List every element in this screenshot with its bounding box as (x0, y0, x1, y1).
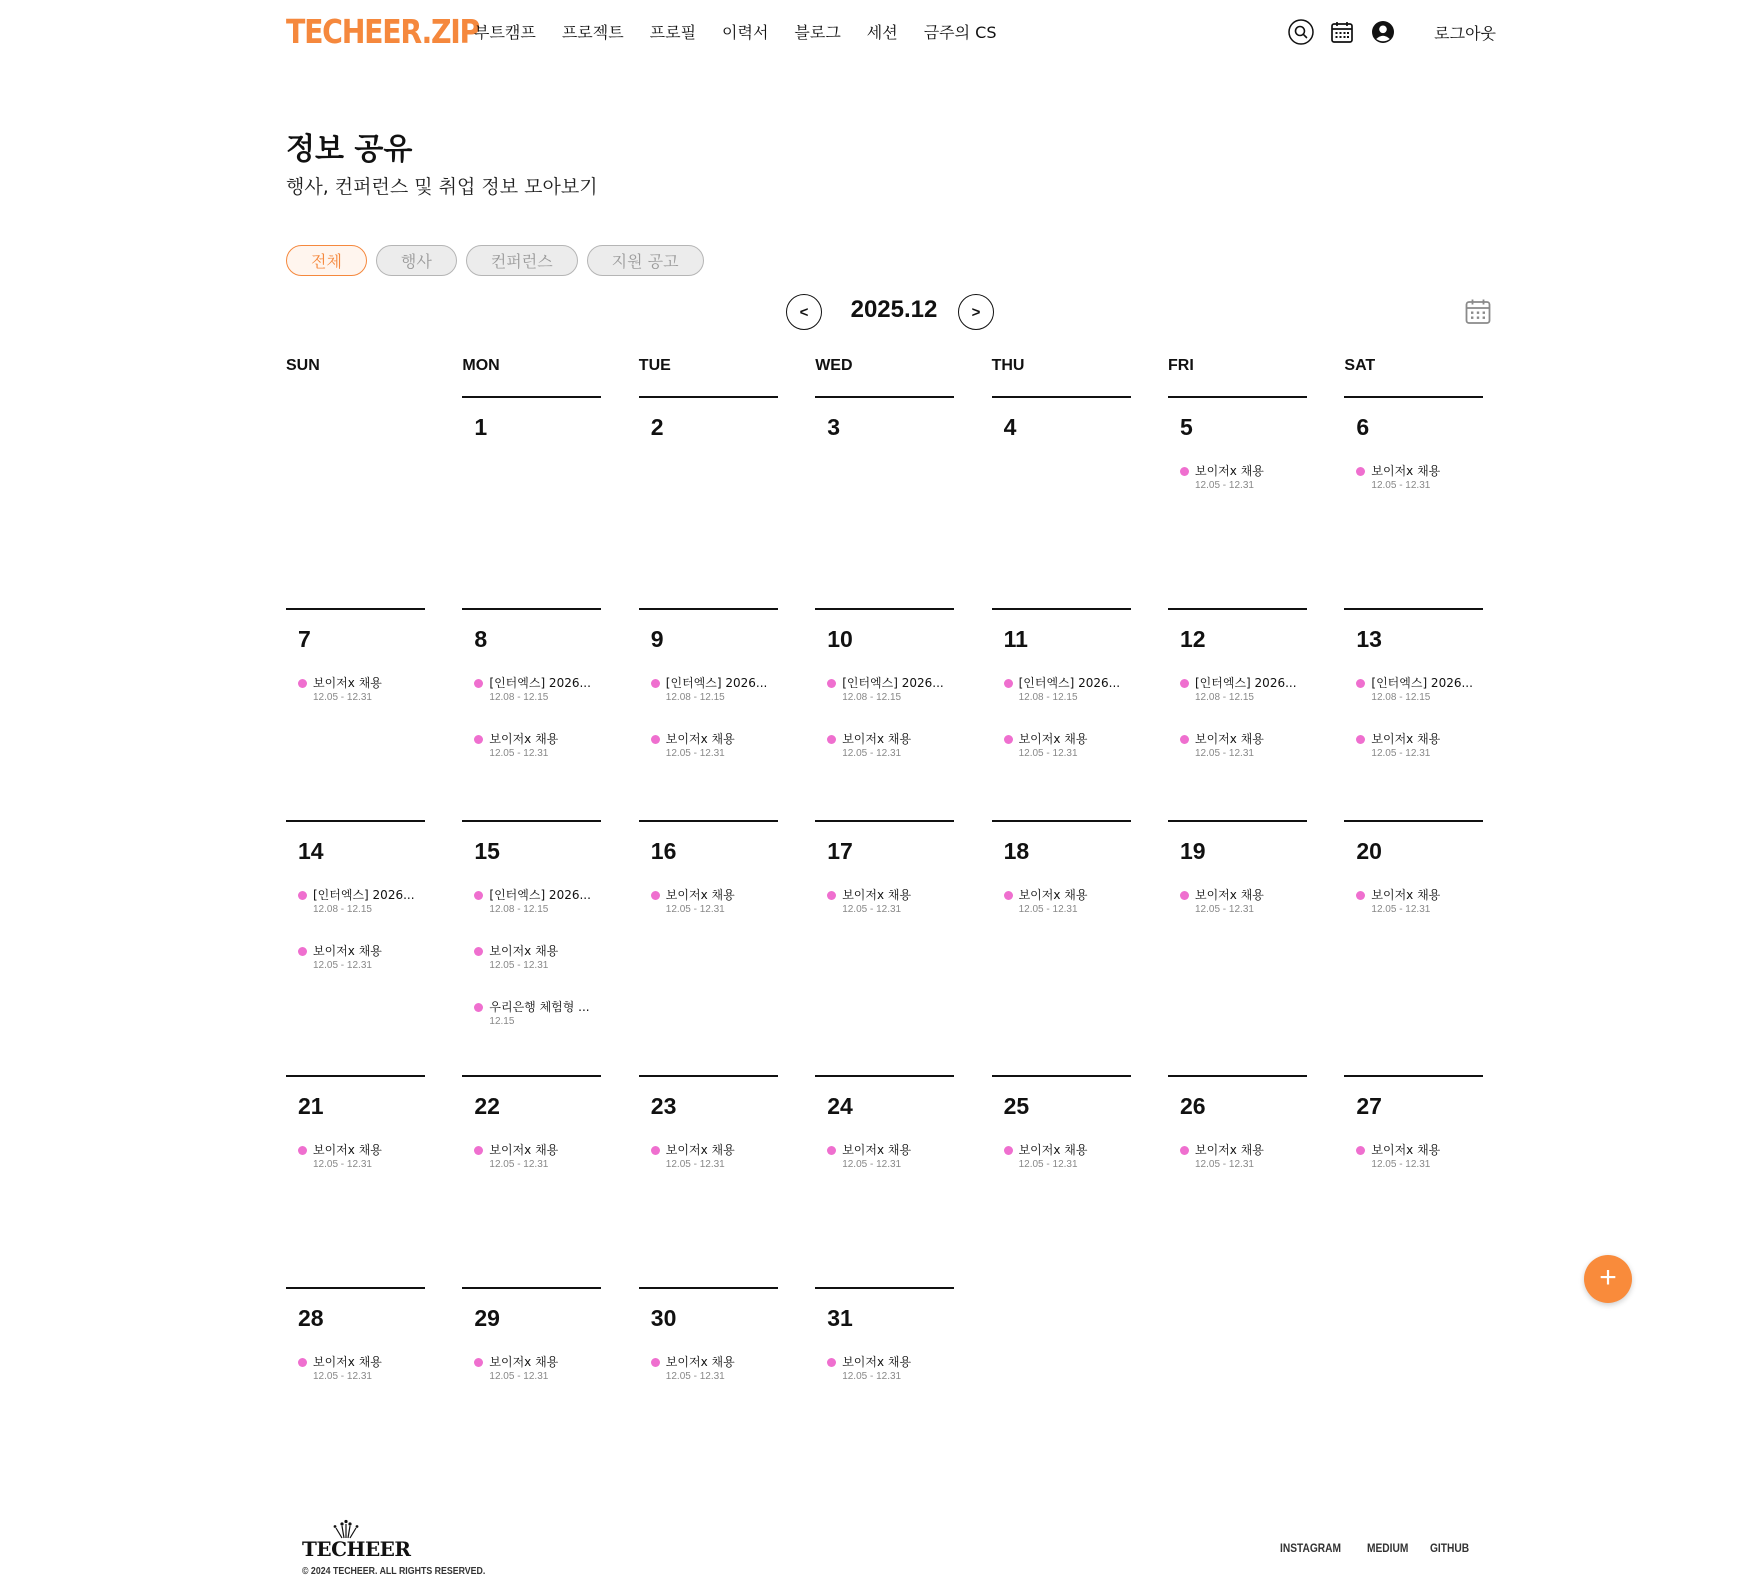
day-cell[interactable] (815, 608, 954, 808)
day-cell[interactable] (1168, 608, 1307, 808)
calendar-event[interactable] (651, 1141, 776, 1175)
event-title: 보이저x 채용 (665, 732, 735, 746)
weekday-wed: WED (815, 357, 853, 374)
day-number: 12 (1180, 626, 1206, 652)
calendar-event[interactable] (1180, 1141, 1305, 1175)
day-number: 2 (650, 414, 664, 440)
event-title: [인터엑스] 2026... (489, 888, 591, 902)
calendar-event[interactable] (474, 1141, 599, 1175)
event-date: 12.05 - 12.31 (665, 1159, 725, 1170)
calendar-event[interactable] (1356, 674, 1481, 708)
day-cell[interactable] (1168, 1075, 1307, 1275)
day-cell[interactable] (992, 820, 1131, 1063)
event-title: 보이저x 채용 (313, 676, 382, 690)
day-cell[interactable] (462, 1075, 601, 1275)
nav-item-resume[interactable]: 이력서 (722, 23, 769, 42)
day-cell[interactable] (639, 608, 778, 808)
event-date: 12.08 - 12.15 (1371, 692, 1431, 703)
event-dot-icon (1180, 735, 1189, 744)
event-dot-icon (827, 679, 836, 688)
event-date: 12.05 - 12.31 (1018, 904, 1078, 915)
event-date: 12.05 - 12.31 (1018, 748, 1078, 759)
day-cell[interactable] (639, 396, 778, 596)
event-title: 보이저x 채용 (313, 1143, 382, 1157)
event-date: 12.05 - 12.31 (1371, 480, 1431, 491)
event-date: 12.05 - 12.31 (489, 1371, 549, 1382)
calendar-event[interactable] (298, 674, 423, 708)
event-title: 보이저x 채용 (1371, 888, 1441, 902)
calendar-event[interactable] (298, 1353, 423, 1387)
day-number: 6 (1356, 414, 1370, 440)
event-dot-icon (298, 1358, 307, 1367)
event-title: 보이저x 채용 (1195, 1143, 1264, 1157)
event-date: 12.05 - 12.31 (1371, 748, 1431, 759)
event-date: 12.05 - 12.31 (842, 748, 902, 759)
day-cell[interactable] (286, 1075, 425, 1275)
event-date: 12.05 - 12.31 (1195, 1159, 1254, 1170)
event-dot-icon (474, 679, 483, 688)
calendar-event[interactable] (1004, 730, 1129, 764)
calendar-event[interactable] (651, 674, 776, 708)
day-number: 14 (298, 838, 324, 864)
event-dot-icon (827, 891, 836, 900)
event-dot-icon (651, 1146, 660, 1155)
event-date: 12.08 - 12.15 (489, 692, 549, 703)
event-dot-icon (827, 735, 836, 744)
filter-event[interactable]: 행사 (376, 245, 457, 276)
filter-conference[interactable]: 컨퍼런스 (466, 245, 578, 276)
event-date: 12.05 - 12.31 (313, 692, 372, 703)
event-title: 보이저x 채용 (313, 944, 382, 958)
event-date: 12.05 - 12.31 (1018, 1159, 1078, 1170)
event-date: 12.05 - 12.31 (1195, 748, 1254, 759)
event-title: 보이저x 채용 (1371, 1143, 1441, 1157)
day-number: 31 (827, 1305, 853, 1331)
event-title: 보이저x 채용 (489, 1143, 559, 1157)
event-title: [인터엑스] 2026... (665, 676, 768, 690)
event-date: 12.15 (489, 1016, 515, 1027)
calendar-event[interactable] (298, 942, 423, 976)
calendar-event[interactable] (1180, 730, 1305, 764)
event-dot-icon (651, 679, 660, 688)
day-cell[interactable] (462, 820, 601, 1063)
event-dot-icon (827, 1146, 836, 1155)
user-icon[interactable] (1369, 18, 1397, 46)
event-title: 보이저x 채용 (1195, 732, 1264, 746)
site-logo[interactable]: TECHEER.ZIP (286, 12, 480, 51)
day-cell[interactable] (639, 820, 778, 1063)
event-dot-icon (1356, 467, 1365, 476)
event-date: 12.05 - 12.31 (1195, 904, 1254, 915)
event-date: 12.05 - 12.31 (665, 748, 725, 759)
event-date: 12.05 - 12.31 (842, 1371, 902, 1382)
event-dot-icon (474, 735, 483, 744)
prev-month-button[interactable]: < (786, 294, 822, 330)
event-date: 12.08 - 12.15 (313, 904, 372, 915)
calendar-view-icon[interactable] (1464, 297, 1492, 325)
calendar-event[interactable] (474, 1353, 599, 1387)
event-dot-icon (1180, 467, 1189, 476)
calendar-event[interactable] (1180, 886, 1305, 920)
event-title: 보이저x 채용 (1018, 732, 1088, 746)
day-number: 29 (474, 1305, 500, 1331)
day-cell[interactable] (992, 1075, 1131, 1275)
day-cell[interactable] (462, 608, 601, 808)
event-title: 보이저x 채용 (842, 888, 912, 902)
footer-copyright: © 2024 TECHEER. ALL RIGHTS RESERVED. (302, 1566, 486, 1577)
event-title: [인터엑스] 2026... (842, 676, 944, 690)
day-cell[interactable] (1168, 820, 1307, 1063)
day-number: 22 (474, 1093, 500, 1119)
day-cell[interactable] (1168, 396, 1307, 596)
calendar-event[interactable] (1180, 462, 1305, 496)
day-number: 19 (1180, 838, 1206, 864)
weekday-sun: SUN (286, 357, 320, 374)
event-title: 보이저x 채용 (1195, 464, 1264, 478)
event-title: 보이저x 채용 (1371, 464, 1441, 478)
weekday-fri: FRI (1168, 357, 1194, 374)
day-cell[interactable] (992, 608, 1131, 808)
calendar-event[interactable] (1356, 730, 1481, 764)
month-navigation (786, 292, 996, 330)
event-title: 보이저x 채용 (489, 944, 559, 958)
next-month-button[interactable]: > (958, 294, 994, 330)
page-subtitle: 행사, 컨퍼런스 및 취업 정보 모아보기 (286, 176, 598, 198)
event-dot-icon (1180, 891, 1189, 900)
calendar-event[interactable] (474, 886, 599, 920)
calendar-event[interactable] (651, 886, 776, 920)
day-cell[interactable] (815, 820, 954, 1063)
calendar-event[interactable] (1356, 886, 1481, 920)
day-cell[interactable] (1344, 608, 1483, 808)
event-title: [인터엑스] 2026... (313, 888, 415, 902)
event-title: [인터엑스] 2026... (1371, 676, 1473, 690)
event-dot-icon (1356, 735, 1365, 744)
calendar-event[interactable] (298, 886, 423, 920)
footer-links (1280, 1541, 1476, 1555)
event-title: 보이저x 채용 (665, 1143, 735, 1157)
filter-all[interactable]: 전체 (286, 245, 367, 276)
day-cell[interactable] (462, 1287, 601, 1437)
event-dot-icon (651, 735, 660, 744)
logout-button[interactable]: 로그아웃 (1434, 23, 1496, 43)
day-cell[interactable] (462, 396, 601, 596)
calendar-event[interactable] (1004, 886, 1129, 920)
nav-item-profile[interactable]: 프로필 (649, 23, 697, 42)
event-dot-icon (474, 1146, 483, 1155)
calendar-event[interactable] (1356, 462, 1481, 496)
event-title: 보이저x 채용 (842, 1355, 912, 1369)
event-dot-icon (298, 947, 307, 956)
nav-item-weekly-cs[interactable]: 금주의 CS (923, 23, 997, 42)
event-date: 12.05 - 12.31 (313, 960, 372, 971)
day-number: 5 (1180, 414, 1193, 440)
event-dot-icon (474, 891, 483, 900)
event-dot-icon (1004, 735, 1013, 744)
event-date: 12.05 - 12.31 (1371, 904, 1431, 915)
calendar-event[interactable] (651, 1353, 776, 1387)
day-cell[interactable] (1344, 820, 1483, 1063)
day-number: 23 (650, 1093, 677, 1119)
event-dot-icon (1180, 679, 1189, 688)
event-date: 12.05 - 12.31 (313, 1159, 372, 1170)
day-number: 10 (827, 626, 853, 652)
event-date: 12.08 - 12.15 (1018, 692, 1078, 703)
day-number: 9 (650, 626, 664, 652)
event-dot-icon (1356, 1146, 1365, 1155)
calendar-event[interactable] (651, 730, 776, 764)
event-dot-icon (298, 1146, 307, 1155)
day-cell[interactable] (1344, 1075, 1483, 1275)
weekday-tue: TUE (638, 357, 671, 374)
event-dot-icon (1004, 891, 1013, 900)
day-number: 24 (827, 1093, 853, 1119)
search-icon[interactable] (1287, 18, 1315, 46)
event-title: [인터엑스] 2026... (1018, 676, 1121, 690)
event-title: 우리은행 체험형 ... (489, 1000, 590, 1014)
day-number: 26 (1180, 1093, 1206, 1119)
day-cell[interactable] (1344, 396, 1483, 596)
page-title: 정보 공유 (286, 132, 413, 167)
event-dot-icon (474, 1003, 483, 1012)
calendar-event[interactable] (474, 730, 599, 764)
event-date: 12.05 - 12.31 (313, 1371, 372, 1382)
day-number: 20 (1356, 838, 1382, 864)
calendar-event[interactable] (474, 942, 599, 976)
event-title: 보이저x 채용 (489, 1355, 559, 1369)
event-date: 12.05 - 12.31 (489, 748, 549, 759)
event-date: 12.08 - 12.15 (489, 904, 549, 915)
filter-job-posting[interactable]: 지원 공고 (587, 245, 704, 276)
event-dot-icon (651, 891, 660, 900)
footer-link-instagram[interactable]: INSTAGRAM (1280, 1541, 1342, 1555)
event-dot-icon (827, 1358, 836, 1367)
day-number: 18 (1003, 838, 1030, 864)
event-title: 보이저x 채용 (313, 1355, 382, 1369)
day-number: 15 (474, 838, 500, 864)
day-number: 27 (1356, 1093, 1382, 1119)
event-title: 보이저x 채용 (842, 1143, 912, 1157)
day-cell[interactable] (286, 820, 425, 1063)
weekday-mon: MON (462, 357, 500, 374)
footer-link-medium[interactable]: MEDIUM (1366, 1541, 1408, 1555)
calendar-event[interactable] (1004, 674, 1129, 708)
calendar-event[interactable] (827, 886, 952, 920)
day-cell[interactable] (639, 1075, 778, 1275)
event-date: 12.05 - 12.31 (1371, 1159, 1431, 1170)
day-number: 11 (1003, 626, 1028, 652)
event-title: 보이저x 채용 (665, 1355, 735, 1369)
nav-item-bootcamp[interactable]: 부트캠프 (474, 23, 536, 42)
day-number: 30 (650, 1305, 677, 1331)
day-number: 1 (474, 414, 488, 440)
nav-item-blog[interactable]: 블로그 (794, 23, 841, 42)
day-number: 13 (1356, 626, 1382, 652)
event-dot-icon (1356, 891, 1365, 900)
weekday-sat: SAT (1344, 357, 1376, 374)
footer-brand: TECHEER (302, 1537, 411, 1561)
event-title: 보이저x 채용 (842, 732, 912, 746)
day-number: 3 (827, 414, 840, 440)
nav-item-session[interactable]: 세션 (866, 23, 898, 42)
event-date: 12.05 - 12.31 (665, 904, 725, 915)
event-dot-icon (1004, 679, 1013, 688)
event-title: 보이저x 채용 (1018, 1143, 1088, 1157)
calendar-event[interactable] (474, 674, 599, 708)
day-cell[interactable] (815, 1075, 954, 1275)
day-cell[interactable] (992, 396, 1131, 596)
event-title: 보이저x 채용 (489, 732, 559, 746)
calendar-event[interactable] (298, 1141, 423, 1175)
event-dot-icon (651, 1358, 660, 1367)
calendar-event[interactable] (827, 730, 952, 764)
day-number: 16 (650, 838, 677, 864)
calendar-event[interactable] (827, 674, 952, 708)
day-number: 25 (1003, 1093, 1030, 1119)
header-actions (1287, 18, 1496, 46)
current-month: 2025.12 (850, 296, 938, 323)
event-dot-icon (474, 1358, 483, 1367)
event-date: 12.08 - 12.15 (1195, 692, 1254, 703)
event-dot-icon (1356, 679, 1365, 688)
footer-link-github[interactable]: GITHUB (1429, 1541, 1470, 1555)
day-cell[interactable] (639, 1287, 778, 1437)
event-title: 보이저x 채용 (665, 888, 735, 902)
event-date: 12.05 - 12.31 (489, 1159, 549, 1170)
event-dot-icon (474, 947, 483, 956)
main-nav (474, 20, 1023, 43)
day-number: 21 (298, 1093, 324, 1119)
day-cell[interactable] (286, 1287, 425, 1437)
calendar-event[interactable] (1356, 1141, 1481, 1175)
weekday-thu: THU (991, 357, 1025, 374)
calendar-event[interactable] (474, 998, 599, 1032)
event-title: 보이저x 채용 (1018, 888, 1088, 902)
calendar-event[interactable] (1004, 1141, 1129, 1175)
event-title: [인터엑스] 2026... (489, 676, 591, 690)
category-filters (286, 245, 713, 276)
event-title: 보이저x 채용 (1371, 732, 1441, 746)
event-date: 12.08 - 12.15 (665, 692, 725, 703)
calendar-event[interactable] (827, 1353, 952, 1387)
calendar-event[interactable] (827, 1141, 952, 1175)
day-number: 28 (298, 1305, 324, 1331)
nav-item-project[interactable]: 프로젝트 (561, 23, 624, 42)
event-date: 12.05 - 12.31 (489, 960, 549, 971)
day-cell[interactable] (815, 1287, 954, 1437)
calendar-event[interactable] (1180, 674, 1305, 708)
event-date: 12.05 - 12.31 (1195, 480, 1254, 491)
day-number: 17 (827, 838, 853, 864)
top-header (286, 10, 1496, 54)
day-number: 8 (474, 626, 488, 652)
event-dot-icon (1180, 1146, 1189, 1155)
event-date: 12.05 - 12.31 (842, 1159, 902, 1170)
day-cell[interactable] (286, 608, 425, 808)
day-number: 4 (1003, 414, 1017, 440)
day-cell[interactable] (815, 396, 954, 596)
event-date: 12.08 - 12.15 (842, 692, 902, 703)
event-date: 12.05 - 12.31 (665, 1371, 725, 1382)
event-title: [인터엑스] 2026... (1195, 676, 1297, 690)
event-dot-icon (298, 891, 307, 900)
event-dot-icon (298, 679, 307, 688)
day-number: 7 (298, 626, 311, 652)
event-date: 12.05 - 12.31 (842, 904, 902, 915)
add-event-button[interactable]: + (1584, 1255, 1632, 1303)
calendar-icon[interactable] (1328, 18, 1356, 46)
event-dot-icon (1004, 1146, 1013, 1155)
event-title: 보이저x 채용 (1195, 888, 1264, 902)
